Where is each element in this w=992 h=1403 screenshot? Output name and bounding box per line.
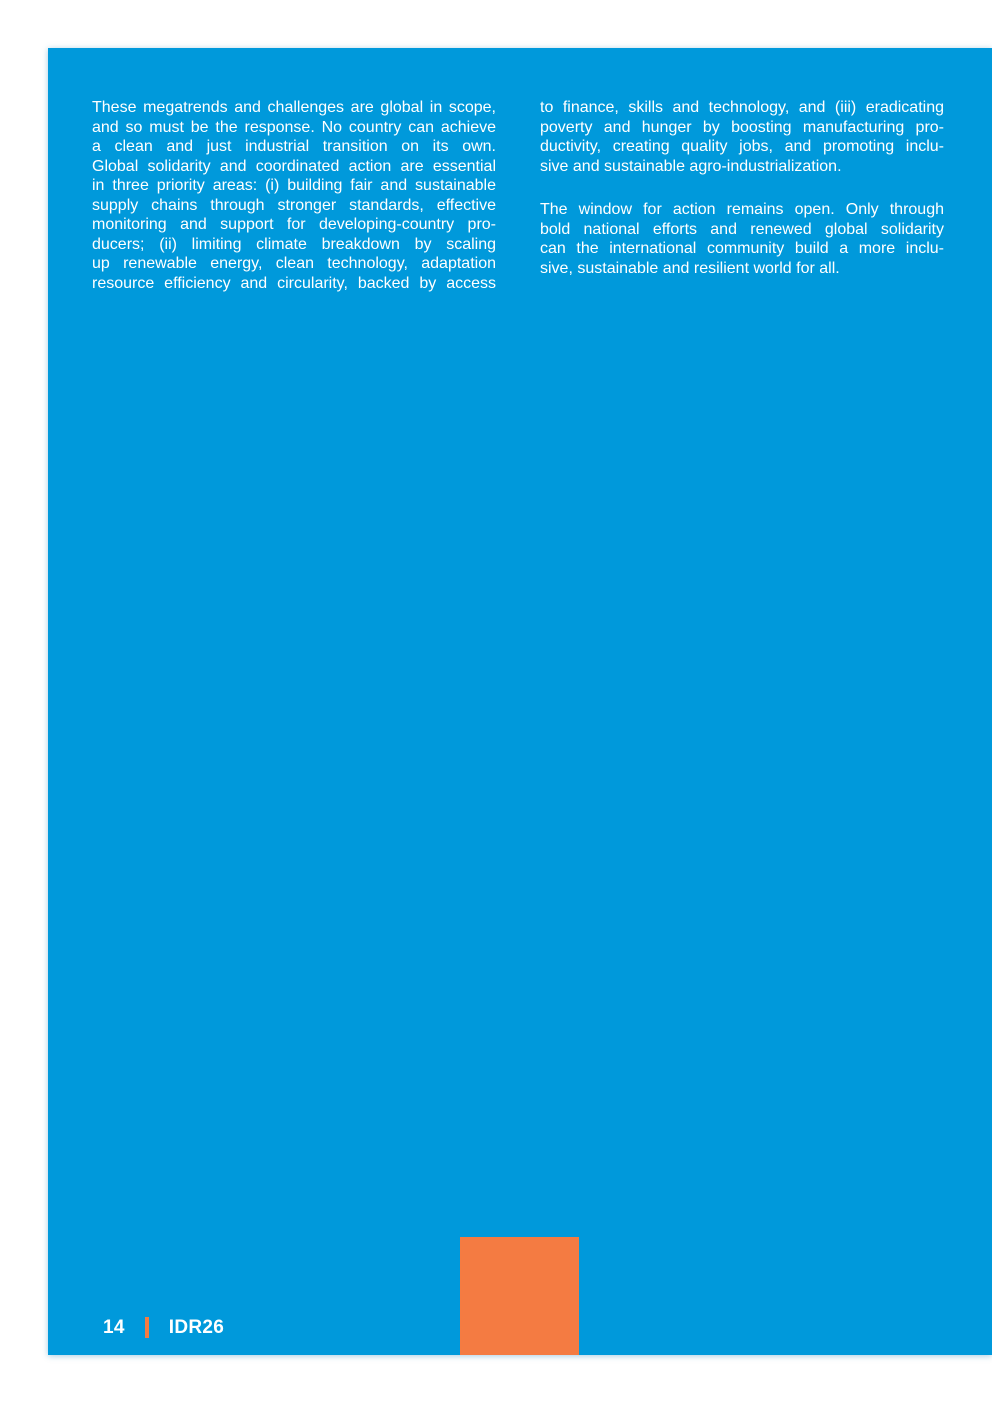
text-line: supply chains through stronger standards, effective — [92, 196, 496, 214]
orange-accent-square — [460, 1237, 579, 1355]
paragraph — [540, 200, 944, 278]
text-line: The window for action remains open. Only through — [540, 201, 944, 218]
text-line: in three priority areas: (i) building fair and sustainable — [92, 177, 496, 194]
text-line: and so must be the response. No country can achieve — [92, 118, 496, 136]
body-text-left-column — [92, 98, 496, 293]
report-page-panel — [48, 48, 992, 1355]
text-line: monitoring and support for developing-country pro- — [92, 216, 496, 233]
text-line: up renewable energy, clean technology, adaptation — [92, 255, 496, 272]
text-line: ductivity, creating quality jobs, and promoting inclu- — [540, 138, 944, 155]
footer-divider-bar — [145, 1317, 149, 1338]
page-number: 14 — [103, 1316, 125, 1338]
report-code: IDR26 — [168, 1316, 225, 1338]
text-line: sive and sustainable agro-industrialization. — [540, 157, 842, 175]
text-line: bold national efforts and renewed global solidarity — [540, 220, 944, 238]
paragraph — [540, 98, 944, 176]
text-line: poverty and hunger by boosting manufacturing pro- — [540, 118, 944, 136]
body-text-right-column — [540, 98, 944, 278]
text-line: a clean and just industrial transition on its own. — [92, 138, 496, 155]
text-line: Global solidarity and coordinated action are essential — [92, 157, 496, 175]
paragraph — [92, 98, 496, 293]
page-footer — [103, 1315, 224, 1340]
text-line: These megatrends and challenges are global in scope, — [92, 99, 496, 116]
text-line: ducers; (ii) limiting climate breakdown by scaling — [92, 235, 496, 253]
text-line: sive, sustainable and resilient world for all. — [540, 259, 840, 277]
text-line: resource efficiency and circularity, backed by access — [92, 274, 496, 292]
text-line: to finance, skills and technology, and (iii) eradicating — [540, 99, 944, 116]
text-line: can the international community build a more inclu- — [540, 240, 944, 257]
